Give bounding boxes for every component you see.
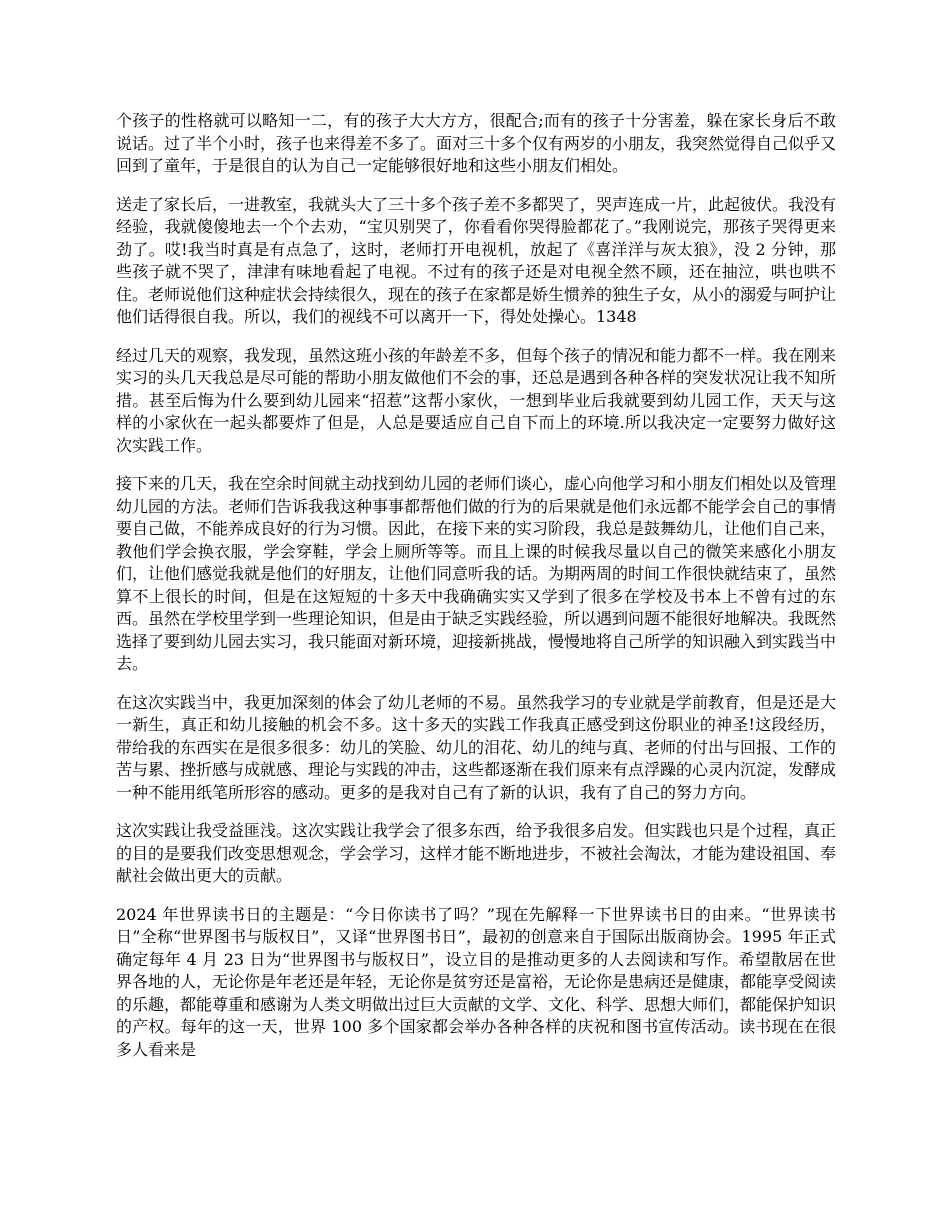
paragraph-3: 经过几天的观察，我发现，虽然这班小孩的年龄差不多，但每个孩子的情况和能力都不一样。我在刚来实习的头几天我总是尽可能的帮助小朋友做他们不会的事，还总是遇到各种各样的突发状况让我不知所措。甚至后悔为什么要到幼儿园来“招惹”这帮小家伙，一想到毕业后我就要到幼儿园工作，天天与这样的小家伙在一起头都要炸了但是，人总是要适应自己自下而上的环境.所以我决定一定要努力做好这次实践工作。 (116, 345, 837, 455)
paragraph-5: 在这次实践当中，我更加深刻的体会了幼儿老师的不易。虽然我学习的专业就是学前教育，但是还是大一新生，真正和幼儿接触的机会不多。这十多天的实践工作我真正感受到这份职业的神圣!这段经历，带给我的东西实在是很多很多：幼儿的笑脸、幼儿的泪花、幼儿的纯与真、老师的付出与回报、工作的苦与累、挫折感与成就感、理论与实践的冲击，这些都逐渐在我们原来有点浮躁的心灵内沉淀，发酵成一种不能用纸笔所形容的感动。更多的是我对自己有了新的认识，我有了自己的努力方向。 (116, 692, 837, 802)
paragraph-1: 个孩子的性格就可以略知一二，有的孩子大大方方，很配合;而有的孩子十分害羞，躲在家长身后不敢说话。过了半个小时，孩子也来得差不多了。面对三十多个仅有两岁的小朋友，我突然觉得自己似乎又回到了童年，于是很自的认为自己一定能够很好地和这些小朋友们相处。 (116, 111, 837, 175)
document-body (116, 110, 836, 1061)
paragraph-4: 接下来的几天，我在空余时间就主动找到幼儿园的老师们谈心，虚心向他学习和小朋友们相处以及管理幼儿园的方法。老师们告诉我我这种事事都帮他们做的行为的后果就是他们永远都不能学会自己的事情要自己做，不能养成良好的行为习惯。因此，在接下来的实习阶段，我总是鼓舞幼儿，让他们自己来，教他们学会换衣服，学会穿鞋，学会上厕所等等。而且上课的时候我尽量以自己的微笑来感化小朋友们，让他们感觉我就是他们的好朋友，让他们同意听我的话。为期两周的时间工作很快就结束了，虽然算不上很长的时间，但是在这短短的十多天中我确确实实又学到了很多在学校及书本上不曾有过的东西。虽然在学校里学到一些理论知识，但是由于缺乏实践经验，所以遇到问题不能很好地解决。我既然选择了要到幼儿园去实习，我只能面对新环境，迎接新挑战，慢慢地将自己所学的知识融入到实践当中去。 (116, 474, 837, 673)
paragraph-7: 2024 年世界读书日的主题是：“今日你读书了吗？”现在先解释一下世界读书日的由来。“世界读书日”全称“世界图书与版权日”，又译“世界图书日”，最初的创意来自于国际出版商协会。1995 年正式确定每年 4 月 23 日为“世界图书与版权日”，设立目的是推动更多的人去阅读和写作。希望散居在世界各地的人，无论你是年老还是年轻，无论你是贫穷还是富裕，无论你是患病还是健康，都能享受阅读的乐趣，都能尊重和感谢为人类文明做出过巨大贡献的文学、文化、科学、思想大师们，都能保护知识的产权。每年的这一天，世界 100 多个国家都会举办各种各样的庆祝和图书宣传活动。读书现在在很多人看来是 (116, 904, 837, 1059)
paragraph-6: 这次实践让我受益匪浅。这次实践让我学会了很多东西，给予我很多启发。但实践也只是个过程，真正的目的是要我们改变思想观念，学会学习，这样才能不断地进步，不被社会淘汰，才能为建设祖国、奉献社会做出更大的贡献。 (116, 821, 837, 885)
paragraph-2: 送走了家长后，一进教室，我就头大了三十多个孩子差不多都哭了，哭声连成一片，此起彼伏。我没有经验，我就傻傻地去一个个去劝，“宝贝别哭了，你看看你哭得脸都花了。”我刚说完，那孩子哭得更来劲了。哎!我当时真是有点急了，这时，老师打开电视机，放起了《喜洋洋与灰太狼》，没 2 分钟，那些孩子就不哭了，津津有味地看起了电视。不过有的孩子还是对电视全然不顾，还在抽泣，哄也哄不住。老师说他们这种症状会持续很久，现在的孩子在家都是娇生惯养的独生子女，从小的溺爱与呵护让他们话得很自我。所以，我们的视线不可以离开一下，得处处操心。1348 (116, 194, 837, 326)
